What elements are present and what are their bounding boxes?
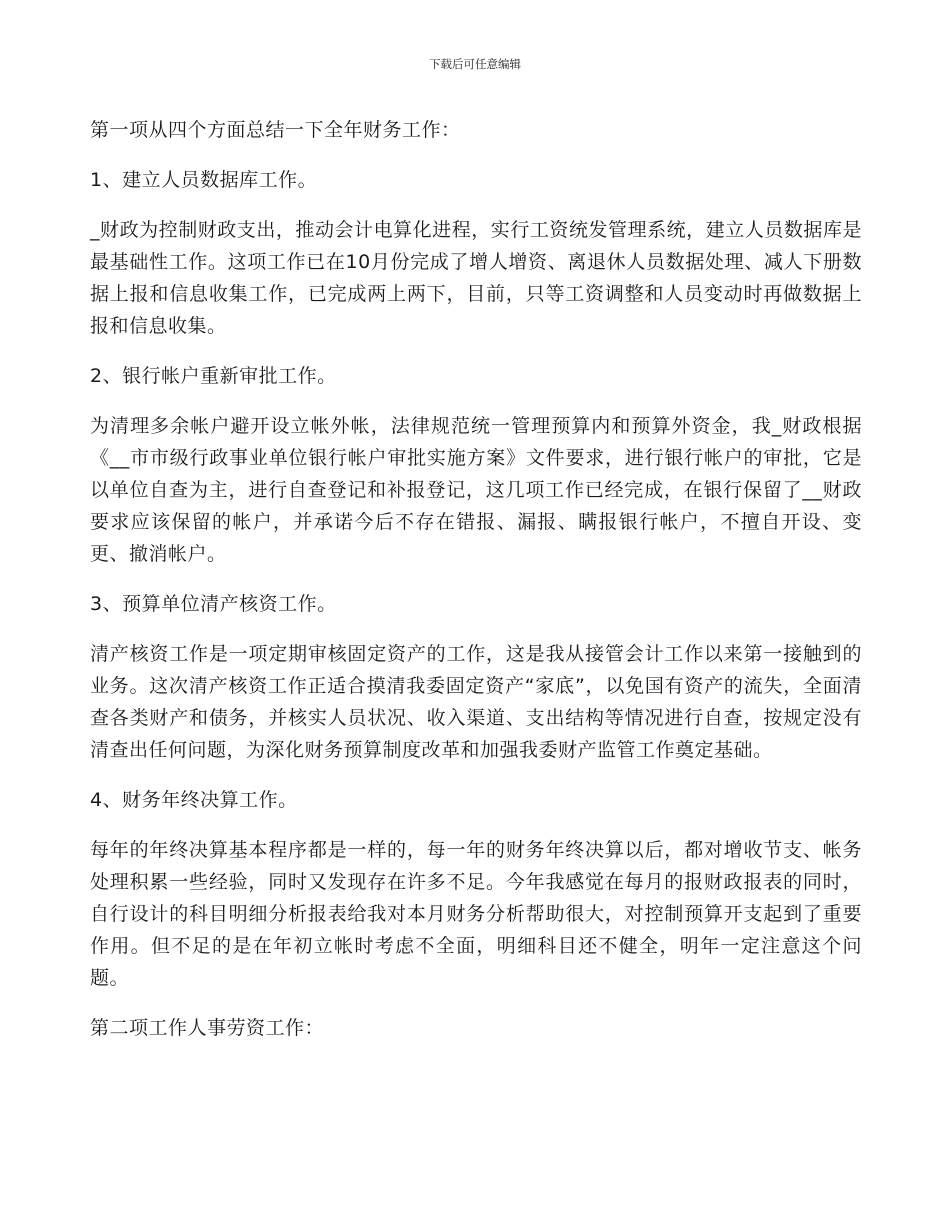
- item-heading: 1、建立人员数据库工作。: [90, 169, 318, 191]
- section-heading: 第一项从四个方面总结一下全年财务工作：: [90, 119, 461, 141]
- item-heading: 2、银行帐户重新审批工作。: [90, 365, 337, 387]
- body-paragraph: _财政为控制财政支出，推动会计电算化进程，实行工资统发管理系统，建立人员数据库是最基础性工作。这项工作已在10月份完成了增人增资、离退休人员数据处理、减人下册数据上报和信息收集工作，已完成两上两下，目前，只等工资调整和人员变动时再做数据上报和信息收集。: [90, 219, 862, 337]
- page-header: 下载后可任意编辑: [429, 57, 521, 71]
- body-paragraph: 清产核资工作是一项定期审核固定资产的工作，这是我从接管会计工作以来第一接触到的业务。这次清产核资工作正适合摸清我委固定资产“家底”，以免国有资产的流失，全面清查各类财产和债务，并核实人员状况、收入渠道、支出结构等情况进行自查，按规定没有清查出任何问题，为深化财务预算制度改革和加强我委财产监管工作奠定基础。: [90, 643, 862, 761]
- item-heading: 4、财务年终决算工作。: [90, 789, 298, 811]
- body-paragraph: 每年的年终决算基本程序都是一样的，每一年的财务年终决算以后，都对增收节支、帐务处理积累一些经验，同时又发现存在许多不足。今年我感觉在每月的报财政报表的同时，自行设计的科目明细分析报表给我对本月财务分析帮助很大，对控制预算开支起到了重要作用。但不足的是在年初立帐时考虑不全面，明细科目还不健全，明年一定注意这个问题。: [90, 839, 862, 989]
- body-paragraph: 为清理多余帐户避开设立帐外帐，法律规范统一管理预算内和预算外资金，我_财政根据《__市市级行政事业单位银行帐户审批实施方案》文件要求，进行银行帐户的审批，它是以单位自查为主，进行自查登记和补报登记，这几项工作已经完成，在银行保留了__财政要求应该保留的帐户，并承诺今后不存在错报、漏报、瞒报银行帐户，不擅自开设、变更、撤消帐户。: [90, 415, 862, 565]
- item-heading: 3、预算单位清产核资工作。: [90, 593, 337, 615]
- document-body: [90, 114, 862, 1062]
- section-heading: 第二项工作人事劳资工作：: [90, 1017, 325, 1039]
